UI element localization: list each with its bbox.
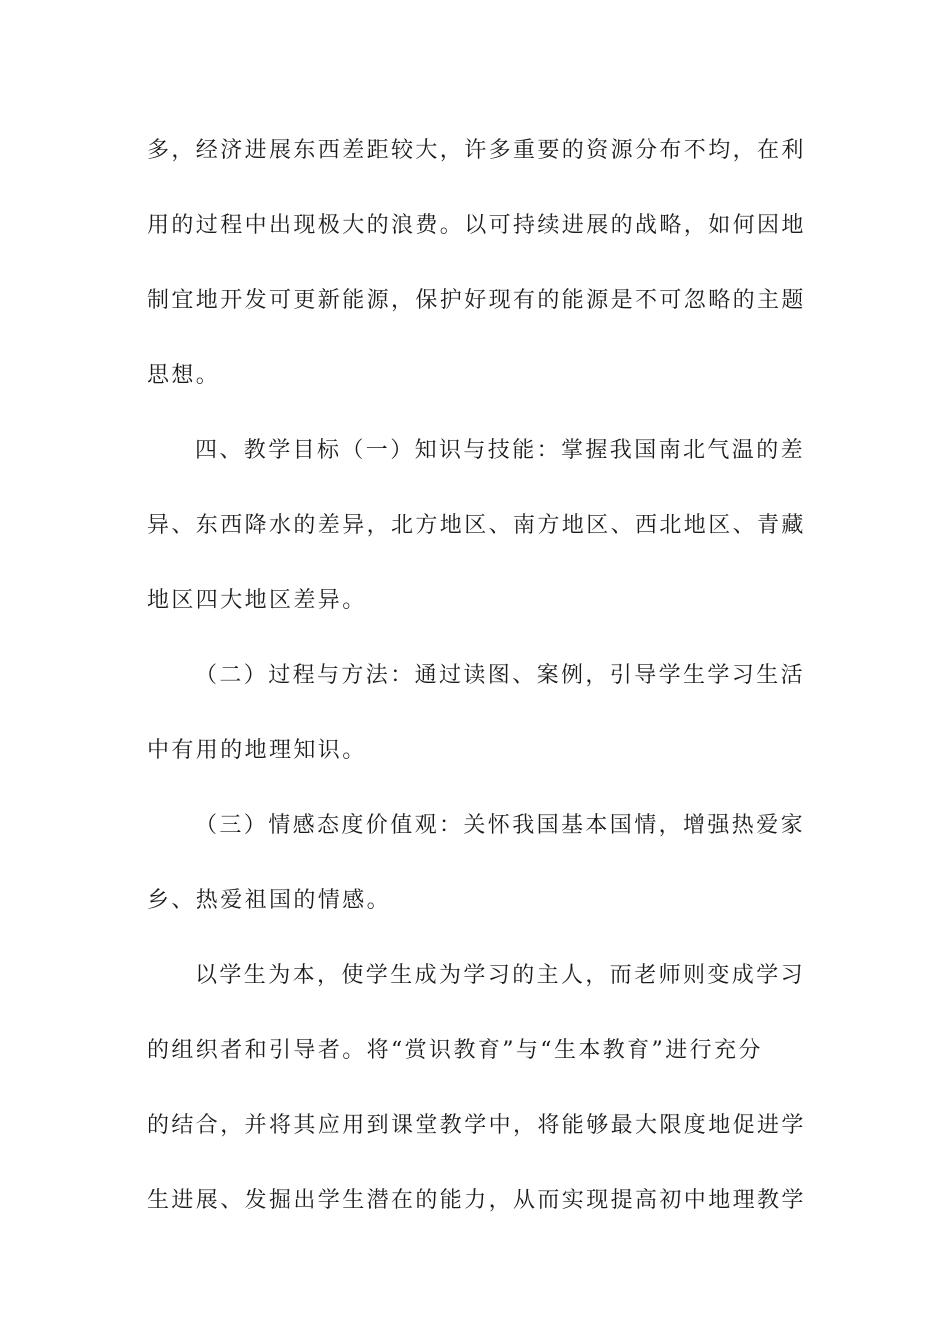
- text-line: 多，经济进展东西差距较大，许多重要的资源分布不均，在利: [147, 138, 806, 163]
- paragraph-first-line: （三）情感态度价值观：关怀我国基本国情，增强热爱家: [195, 813, 806, 838]
- text-line: 的结合，并将其应用到课堂教学中，将能够最大限度地促进学: [147, 1113, 806, 1138]
- text-line: 用的过程中出现极大的浪费。以可持续进展的战略，如何因地: [147, 213, 806, 238]
- text-line: 中有用的地理知识。: [147, 738, 367, 763]
- text-line: 生进展、发掘出学生潜在的能力，从而实现提高初中地理教学: [147, 1188, 806, 1213]
- text-line: 思想。: [147, 363, 221, 388]
- text-line: 制宜地开发可更新能源，保护好现有的能源是不可忽略的主题: [147, 288, 806, 313]
- paragraph-first-line: （二）过程与方法：通过读图、案例，引导学生学习生活: [195, 663, 806, 688]
- text-line: 异、东西降水的差异，北方地区、南方地区、西北地区、青藏: [147, 513, 806, 538]
- text-line: 地区四大地区差异。: [147, 588, 367, 613]
- paragraph-first-line: 以学生为本，使学生成为学习的主人，而老师则变成学习: [195, 963, 806, 988]
- text-line: 的组织者和引导者。将“赏识教育”与“生本教育”进行充分: [147, 1038, 763, 1063]
- paragraph-first-line: 四、教学目标（一）知识与技能：掌握我国南北气温的差: [195, 438, 806, 463]
- text-line: 乡、热爱祖国的情感。: [147, 888, 392, 913]
